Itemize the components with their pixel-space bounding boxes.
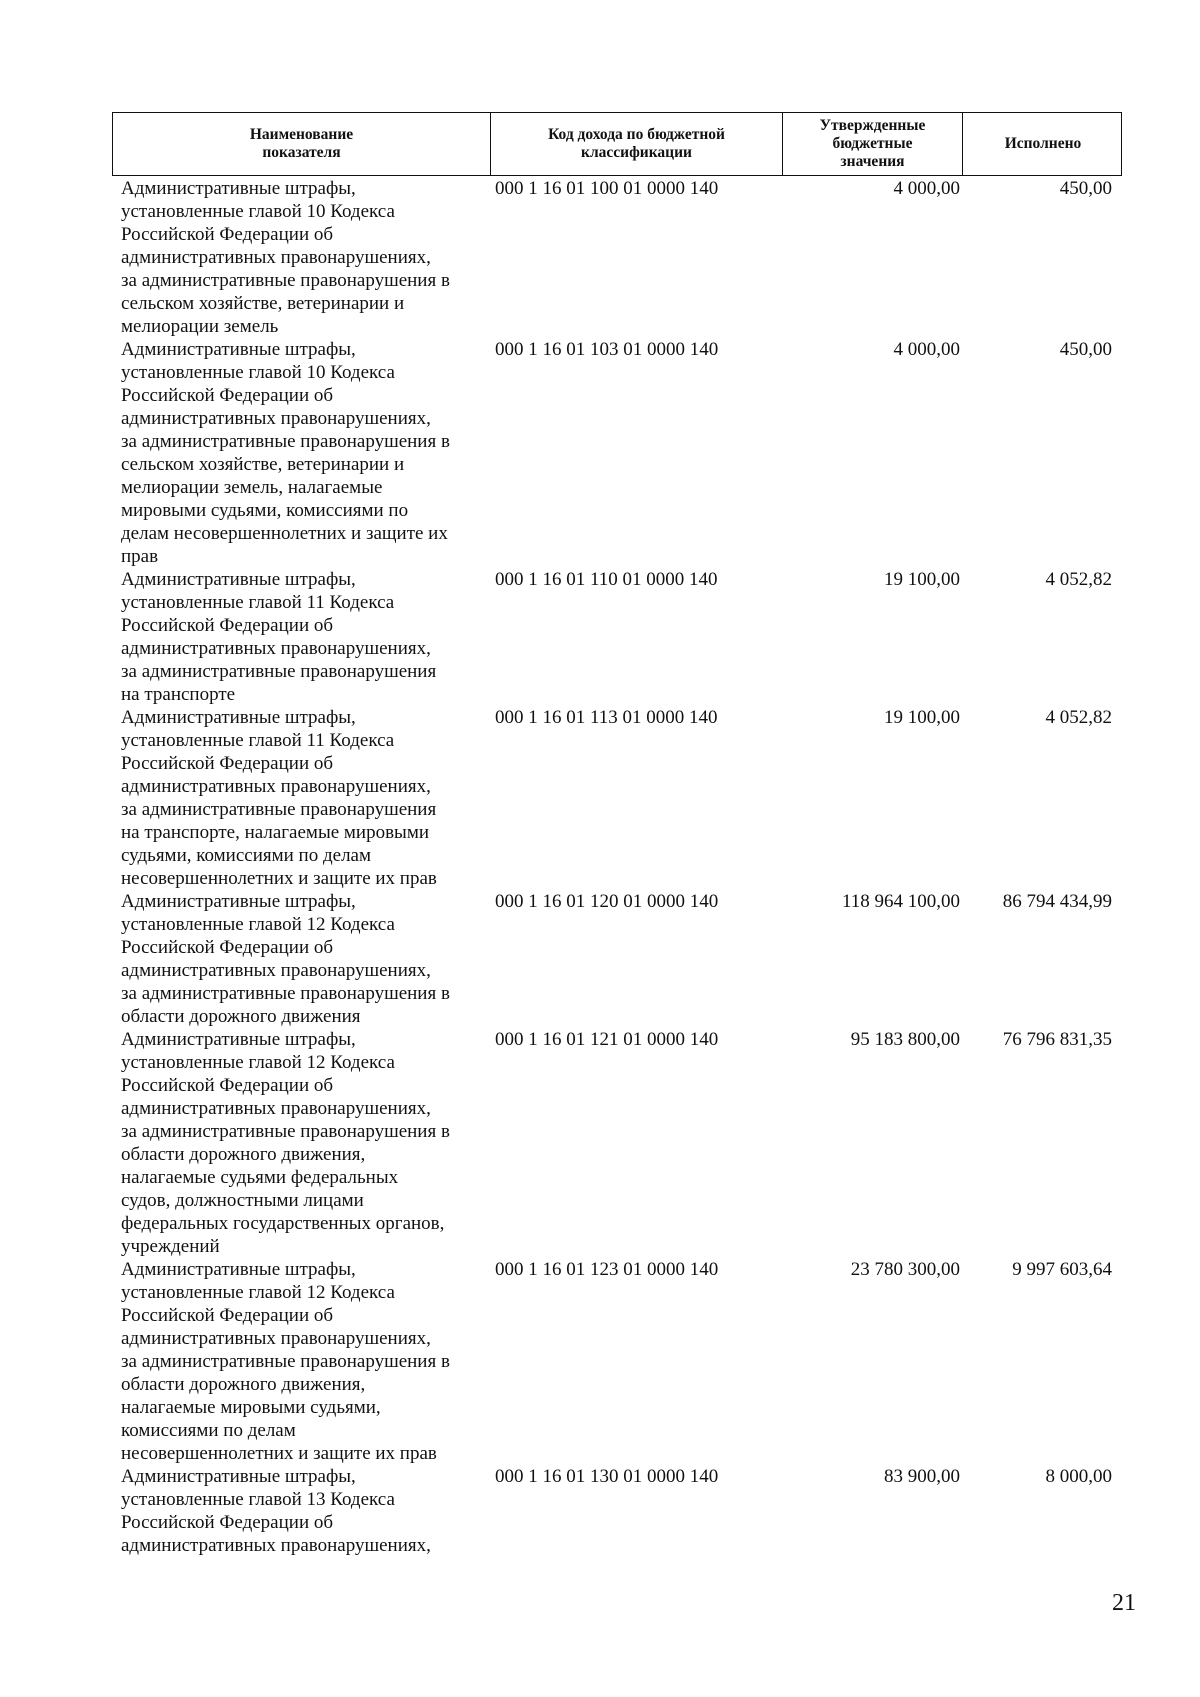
row-name: Административные штрафы, установленные главой 12 Кодекса Российской Федерации об административных правонарушениях, за административные правонарушения в области дорожного движения xyxy=(121,891,450,1027)
table-row xyxy=(112,1465,1122,1557)
header-executed: Исполнено xyxy=(1004,135,1082,152)
header-code: Код дохода по бюджетной классификации xyxy=(491,113,783,175)
row-executed: 450,00 xyxy=(1059,178,1112,199)
row-executed: 4 052,82 xyxy=(1045,569,1112,590)
row-approved: 118 964 100,00 xyxy=(841,891,960,912)
row-name: Административные штрафы, установленные главой 11 Кодекса Российской Федерации об административных правонарушениях, за административные правонарушения на транспорте, налагаемые мировыми судьями, комиссиями по делам несовершеннолетних и защите их прав xyxy=(121,707,437,889)
row-name: Административные штрафы, установленные главой 12 Кодекса Российской Федерации об административных правонарушениях, за административные правонарушения в области дорожного движения, налагаемые судьями федеральных судов, должностными лицами федеральных государственных органов, учреждений xyxy=(121,1029,450,1257)
row-executed: 9 997 603,64 xyxy=(1012,1259,1112,1280)
table-row xyxy=(112,568,1122,706)
row-executed: 450,00 xyxy=(1059,339,1112,360)
row-executed: 8 000,00 xyxy=(1045,1466,1112,1487)
row-name: Административные штрафы, установленные главой 10 Кодекса Российской Федерации об административных правонарушениях, за административные правонарушения в сельском хозяйстве, ветеринарии и мелиорации земель xyxy=(121,178,450,337)
table-body xyxy=(112,177,1122,1557)
page-number: 21 xyxy=(1112,1590,1136,1616)
row-executed: 76 796 831,35 xyxy=(1002,1029,1112,1050)
table-row xyxy=(112,1028,1122,1258)
row-code: 000 1 16 01 100 01 0000 140 xyxy=(495,178,719,199)
row-name: Административные штрафы, установленные главой 11 Кодекса Российской Федерации об административных правонарушениях, за административные правонарушения на транспорте xyxy=(121,569,437,705)
row-name: Административные штрафы, установленные главой 10 Кодекса Российской Федерации об административных правонарушениях, за административные правонарушения в сельском хозяйстве, ветеринарии и мелиорации земель, налагаемые мировыми судьями, комиссиями по делам несовершеннолетних и защите их прав xyxy=(121,339,450,567)
row-name: Административные штрафы, установленные главой 13 Кодекса Российской Федерации об административных правонарушениях, xyxy=(121,1466,431,1556)
header-name: Наименование показателя xyxy=(113,113,491,175)
table-row xyxy=(112,338,1122,568)
row-executed: 86 794 434,99 xyxy=(1002,891,1112,912)
table-row xyxy=(112,890,1122,1028)
row-code: 000 1 16 01 110 01 0000 140 xyxy=(495,569,718,590)
row-approved: 23 780 300,00 xyxy=(850,1259,960,1280)
row-approved: 4 000,00 xyxy=(893,178,960,199)
row-approved: 4 000,00 xyxy=(893,339,960,360)
row-code: 000 1 16 01 121 01 0000 140 xyxy=(495,1029,719,1050)
row-code: 000 1 16 01 130 01 0000 140 xyxy=(495,1466,719,1487)
revenue-table xyxy=(112,112,1122,1557)
row-approved: 19 100,00 xyxy=(884,707,960,728)
row-code: 000 1 16 01 113 01 0000 140 xyxy=(495,707,718,728)
row-code: 000 1 16 01 123 01 0000 140 xyxy=(495,1259,719,1280)
row-executed: 4 052,82 xyxy=(1045,707,1112,728)
table-header xyxy=(112,112,1122,176)
row-approved: 83 900,00 xyxy=(884,1466,960,1487)
row-code: 000 1 16 01 120 01 0000 140 xyxy=(495,891,719,912)
row-code: 000 1 16 01 103 01 0000 140 xyxy=(495,339,719,360)
row-approved: 19 100,00 xyxy=(884,569,960,590)
table-row xyxy=(112,177,1122,338)
table-row xyxy=(112,1258,1122,1465)
row-name: Административные штрафы, установленные главой 12 Кодекса Российской Федерации об административных правонарушениях, за административные правонарушения в области дорожного движения, налагаемые мировыми судьями, комиссиями по делам несовершеннолетних и защите их прав xyxy=(121,1259,450,1464)
row-approved: 95 183 800,00 xyxy=(850,1029,960,1050)
header-approved: Утвержденные бюджетные значения xyxy=(783,113,963,175)
table-row xyxy=(112,706,1122,890)
